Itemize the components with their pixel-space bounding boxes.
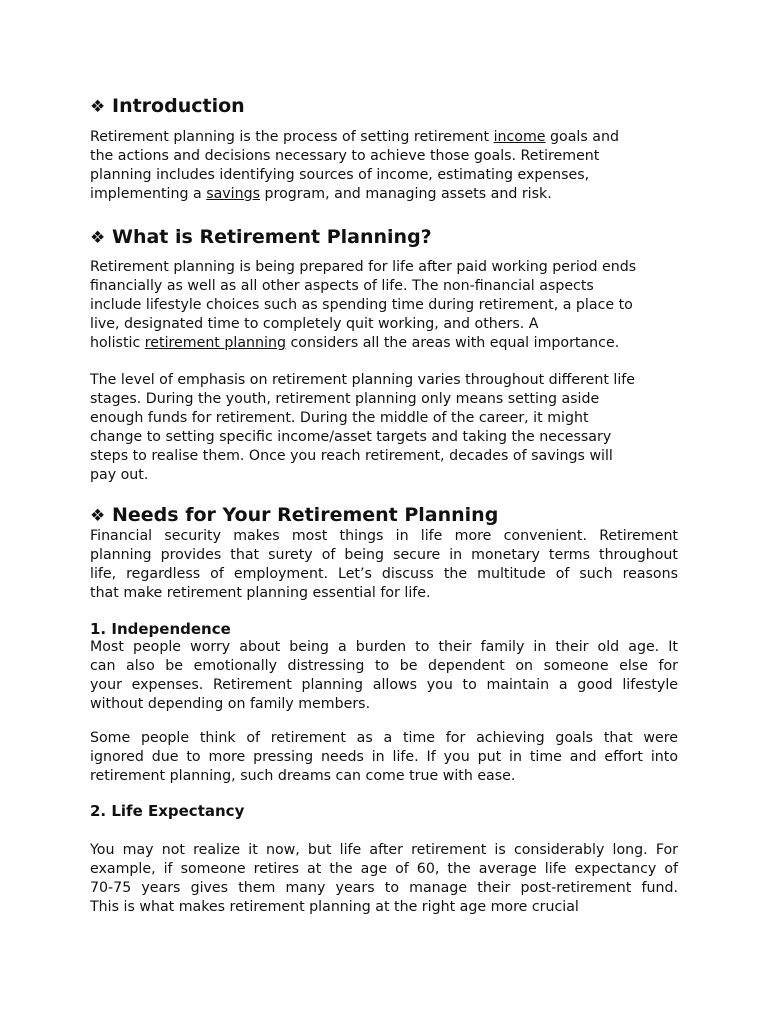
diamond-bullet-icon: ❖ [90,97,106,117]
text-line: the actions and decisions necessary to achieve those goals. Retirement [90,147,600,164]
text-line: ignored due to more pressing needs in life. If you put in time and effort into [90,748,678,765]
text-line: Some people think of retirement as a time for achieving goals that were [90,730,678,746]
text-line: Most people worry about being a burden to their family in their old age. It [90,639,678,655]
text-line: change to setting specific income/asset targets and taking the necessary [90,428,612,445]
text-line: steps to realise them. Once you reach retirement, decades of savings will [90,447,613,464]
paragraph-needs [90,527,678,603]
text-line: enough funds for retirement. During the middle of the career, it might [90,409,589,426]
text-line: planning provides that surety of being secure in monetary terms throughout [90,546,678,563]
text-line: retirement planning, such dreams can come true with ease. [90,767,516,784]
text-line: Retirement planning is the process of setting retirement income goals and [90,129,619,145]
paragraph-introduction [90,128,678,204]
text-line: planning includes identifying sources of income, estimating expenses, [90,166,590,183]
text-line: can also be emotionally distressing to be dependent on someone else for [90,657,678,674]
link-income[interactable]: income [493,129,546,145]
text-line: The level of emphasis on retirement planning varies throughout different life [90,372,636,388]
paragraph-independence-1 [90,638,678,714]
text-line: live, designated time to completely quit working, and others. A [90,315,539,332]
heading-needs: ❖ Needs for Your Retirement Planning [90,504,499,526]
paragraph-what-is-2 [90,371,678,484]
text-line: 70-75 years gives them many years to manage their post-retirement fund. [90,879,678,896]
link-retirement-planning[interactable]: retirement planning [144,334,286,351]
paragraph-what-is-1 [90,258,678,353]
text-line: This is what makes retirement planning at the right age more crucial [90,898,579,915]
diamond-bullet-icon: ❖ [90,506,106,526]
paragraph-independence-2 [90,729,678,786]
text-line: example, if someone retires at the age of 60, the average life expectancy of [90,860,678,877]
heading-independence: 1. Independence [90,620,231,638]
text-line: stages. During the youth, retirement planning only means setting aside [90,390,600,407]
text-line: life, regardless of employment. Let’s discuss the multitude of such reasons [90,565,678,582]
text-line: that make retirement planning essential for life. [90,584,431,601]
text-line: implementing a savings program, and managing assets and risk. [90,185,552,202]
text-line: include lifestyle choices such as spending time during retirement, a place to [90,296,633,313]
text-line: financially as well as all other aspects of life. The non-financial aspects [90,277,594,294]
text-line: pay out. [90,466,149,483]
text-line: You may not realize it now, but life after retirement is considerably long. For [90,842,678,858]
link-savings[interactable]: savings [206,185,261,202]
paragraph-life-expectancy [90,841,678,917]
text-line: Retirement planning is being prepared for life after paid working period ends [90,259,637,275]
text-line: holistic retirement planning considers all the areas with equal importance. [90,334,620,351]
text-line: without depending on family members. [90,695,371,712]
diamond-bullet-icon: ❖ [90,228,106,248]
text-line: Financial security makes most things in life more convenient. Retirement [90,528,678,544]
heading-what-is-retirement-planning: ❖ What is Retirement Planning? [90,226,432,248]
heading-life-expectancy: 2. Life Expectancy [90,802,245,820]
text-line: your expenses. Retirement planning allows you to maintain a good lifestyle [90,676,678,693]
heading-introduction: ❖ Introduction [90,95,245,117]
